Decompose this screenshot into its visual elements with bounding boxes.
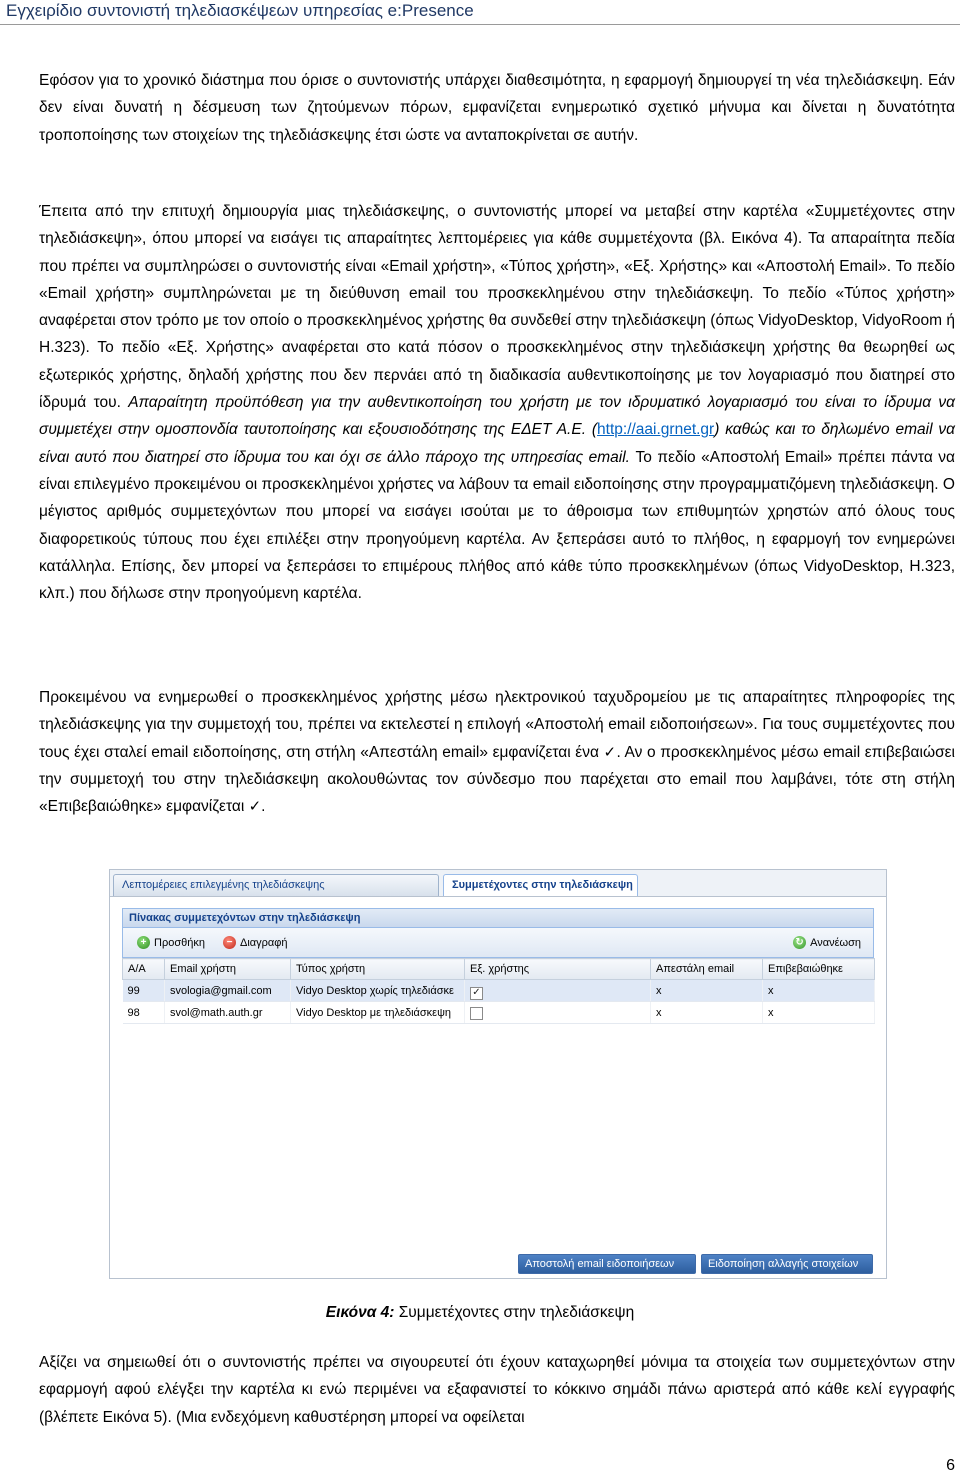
paragraph-conference-created: Εφόσον για το χρονικό διάστημα που όρισε ο συντονιστής υπάρχει διαθεσιμότητα, η εφαρμογή δημιουργεί τη νέα τηλεδιάσκεψη. Εάν δεν είναι δυνατή η δέσμευση των ζητούμενων πόρων, εμφανίζεται ενημερωτικό σχετικό μήνυμα και δίνεται η δυνατότητα τροποποίησης των στοιχείων της τηλεδιάσκεψης έτσι ώστε να ανταποκρίνεται σε αυτήν. (39, 72, 955, 144)
table-row[interactable] (123, 1002, 875, 1024)
refresh-label: Ανανέωση (810, 937, 861, 949)
figure-caption-label: Εικόνα 4: (325, 1304, 395, 1321)
participants-table (122, 958, 875, 1024)
row-email[interactable]: svol@math.auth.gr (165, 1002, 291, 1024)
aai-grnet-link[interactable]: http://aai.grnet.gr (597, 421, 715, 439)
row-email[interactable]: svologia@gmail.com (165, 980, 291, 1002)
figure-caption (0, 1304, 960, 1322)
column-header-user-type[interactable]: Τύπος χρήστη (291, 959, 465, 980)
document-header (0, 0, 960, 25)
row-email-sent: x (651, 980, 763, 1002)
row-number: 98 (123, 1002, 165, 1024)
row-user-type[interactable]: Vidyo Desktop με τηλεδιάσκεψη (291, 1002, 465, 1024)
tab-conference-details[interactable]: Λεπτομέρειες επιλεγμένης τηλεδιάσκεψης (113, 874, 439, 896)
table-row[interactable] (123, 980, 875, 1002)
row-user-type[interactable]: Vidyo Desktop χωρίς τηλεδιάσκε (291, 980, 465, 1002)
refresh-button[interactable] (793, 934, 861, 952)
notify-changes-button[interactable]: Ειδοποίηση αλλαγής στοιχείων (701, 1254, 873, 1274)
paragraph-participants-italic-2: ) καθώς και το δηλωμένο email να είναι αυτό που διατηρεί στο ίδρυμα του και όχι σε άλλο πάροχο της υπηρεσίας email. (39, 421, 955, 466)
row-email-sent: x (651, 1002, 763, 1024)
column-header-email[interactable]: Email χρήστη (165, 959, 291, 980)
row-confirmed: x (763, 980, 875, 1002)
delete-participant-label: Διαγραφή (240, 937, 288, 949)
delete-icon: − (223, 936, 236, 949)
page-number: 6 (946, 1457, 955, 1474)
delete-participant-button[interactable] (223, 934, 288, 952)
participants-screenshot (109, 869, 887, 1279)
paragraph-notifications-text-2: . Αν ο προσκεκλημένος μέσω email επιβεβαιώσει την συμμετοχή του στην τηλεδιάσκεψη ακολουθώντας τον σύνδεσμο που παρέχεται στο email που λαμβάνει, τότε στη στήλη «Επιβεβαιώθηκε» εμφανίζεται (39, 743, 955, 816)
row-external-user (465, 1002, 651, 1024)
send-email-notifications-button[interactable]: Αποστολή email ειδοποιήσεων (518, 1254, 696, 1274)
add-participant-button[interactable] (137, 934, 205, 952)
table-empty-area (122, 1022, 874, 1254)
tab-bar (110, 870, 886, 897)
column-header-external-user[interactable]: Εξ. χρήστης (465, 959, 651, 980)
paragraph-notifications-text-1: Προκειμένου να ενημερωθεί ο προσκεκλημένος χρήστης μέσω ηλεκτρονικού ταχυδρομείου με τις απαραίτητες πληροφορίες της τηλεδιάσκεψης για την συμμετοχή του, πρέπει να εκτελεστεί η επιλογή «Αποστολή email ειδοποιήσεων». Για τους συμμετέχοντες που τους έχει σταλεί email ειδοποίησης, στη στήλη «Απεστάλη email» εμφανίζεται ένα (39, 689, 955, 761)
participants-toolbar (122, 928, 874, 958)
row-confirmed: x (763, 1002, 875, 1024)
add-participant-label: Προσθήκη (154, 937, 205, 949)
refresh-icon: ↻ (793, 936, 806, 949)
paragraph-email-notifications (39, 684, 955, 820)
paragraph-participants-tab (39, 198, 955, 607)
column-header-confirmed[interactable]: Επιβεβαιώθηκε (763, 959, 875, 980)
checkmark-icon: ✓ (248, 797, 262, 816)
add-icon: + (137, 936, 150, 949)
paragraph-note-saving: Αξίζει να σημειωθεί ότι ο συντονιστής πρέπει να σιγουρευτεί ότι έχουν καταχωρηθεί μόνιμα τα στοιχεία των συμμετεχόντων στην εφαρμογή αφού ελέγξει την καρτέλα κι ενώ περιμένει να εξαφανιστεί το κόκκινο σημάδι πάνω αριστερά από κάθε κελί εγγραφής (βλέπετε Εικόνα 5). (Μια ενδεχόμενη καθυστέρηση μπορεί να οφείλεται (39, 1354, 955, 1426)
column-header-num[interactable]: Α/Α (123, 959, 165, 980)
row-number: 99 (123, 980, 165, 1002)
paragraph-participants-text-1: Έπειτα από την επιτυχή δημιουργία μιας τηλεδιάσκεψης, ο συντονιστής μπορεί να μεταβεί στην καρτέλα «Συμμετέχοντες στην τηλεδιάσκεψη», όπου μπορεί να εισάγει τις απαραίτητες λεπτομέρειες για κάθε συμμετέχοντα (βλ. Εικόνα 4). Τα απαραίτητα πεδία που πρέπει να συμπληρώσει ο συντονιστής είναι «Email χρήστη», «Τύπος χρήστη», «Εξ. Χρήστης» και «Αποστολή Email». Το πεδίο «Email χρήστη» συμπληρώνεται με τη διεύθυνση email του προσκεκλημένου στην τηλεδιάσκεψη. Το πεδίο «Τύπος χρήστη» αναφέρεται στον τρόπο με τον οποίο ο προσκεκλημένος χρήστης θα συνδεθεί στην τηλεδιάσκεψη (όπως VidyoDesktop, VidyoRoom ή H.323). Το πεδίο «Εξ. Χρήστης» αναφέρεται στο κατά πόσον ο προσκεκλημένος στην τηλεδιάσκεψη χρήστης θα θεωρηθεί ως εξωτερικός χρήστης, δηλαδή χρήστης που δεν περνάει από τη διαδικασία αυθεντικοποίησης με τον λογαριασμό που διατηρεί στο ίδρυμά του. (39, 203, 955, 412)
figure-caption-text: Συμμετέχοντες στην τηλεδιάσκεψη (394, 1304, 635, 1321)
table-header-row (123, 959, 875, 980)
paragraph-notifications-text-3: . (261, 798, 266, 816)
row-external-user (465, 980, 651, 1002)
external-user-checkbox[interactable]: ✓ (470, 987, 483, 1000)
participants-panel-title: Πίνακας συμμετεχόντων στην τηλεδιάσκεψη (122, 908, 874, 928)
paragraph-participants-italic-1: Απαραίτητη προϋπόθεση για την αυθεντικοποίηση του χρήστη με τον ιδρυματικό λογαριασμό του είναι το ίδρυμα να συμμετέχει στην ομοσπονδία ταυτοποίησης και εξουσιοδότησης της ΕΔΕΤ Α.Ε. ( (39, 394, 955, 439)
paragraph-participants-text-2: Το πεδίο «Αποστολή Email» πρέπει πάντα να είναι επιλεγμένο προκειμένου οι προσκεκλημένοι χρήστες να λάβουν τα email ειδοποίησης στην προγραμματιζόμενη τηλεδιάσκεψη. Ο μέγιστος αριθμός συμμετεχόντων που μπορεί να εισάγει ισούται με το άθροισμα των επιθυμητών χρηστών από όλους τους διαφορετικούς τύπους που έχει επιλέξει στην προηγούμενη καρτέλα. Αν ξεπεράσει αυτό το πλήθος, η εφαρμογή τον ενημερώνει κατάλληλα. Επίσης, δεν μπορεί να ξεπεράσει το επιμέρους πλήθος από κάθε τύπο προσκεκλημένων (όπως VidyoDesktop, H.323, κλπ.) που δήλωσε στην προηγούμενη καρτέλα. (39, 448, 955, 603)
tab-participants[interactable]: Συμμετέχοντες στην τηλεδιάσκεψη (443, 874, 638, 896)
checkmark-icon: ✓ (603, 742, 617, 761)
document-title: Εγχειρίδιο συντονιστή τηλεδιασκέψεων υπηρεσίας e:Presence (6, 1, 474, 20)
column-header-email-sent[interactable]: Απεστάλη email (651, 959, 763, 980)
external-user-checkbox[interactable] (470, 1007, 483, 1020)
